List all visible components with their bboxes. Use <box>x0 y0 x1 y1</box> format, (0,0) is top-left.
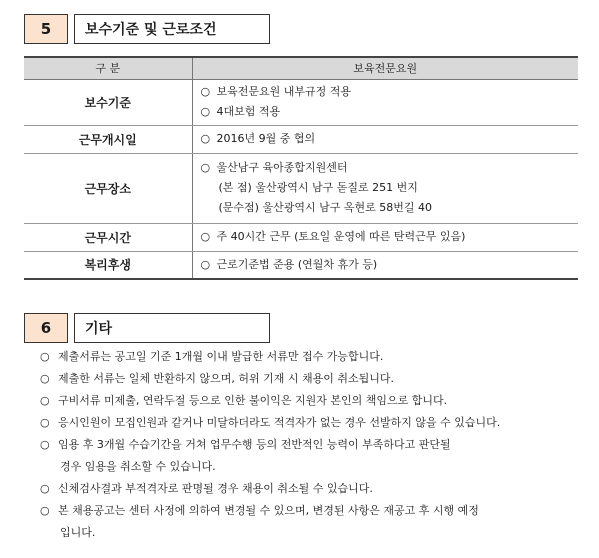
work-conditions-table <box>24 56 578 280</box>
value-line: ○ 근로기준법 준용 (연월차 휴가 등) <box>201 255 579 275</box>
bullet-circle-icon: ○ <box>200 161 211 174</box>
header-position: 보육전문요원 <box>192 57 578 79</box>
table-row <box>24 223 578 251</box>
section-number: 6 <box>24 313 68 343</box>
bullet-circle-icon: ○ <box>200 230 211 243</box>
table-row <box>24 153 578 223</box>
value-line: ○ 2016년 9월 중 협의 <box>201 129 579 149</box>
section-5-heading <box>24 14 270 44</box>
row-label: 복리후생 <box>24 251 192 279</box>
bullet-circle-icon: ○ <box>40 394 50 407</box>
table-header-row <box>24 57 578 79</box>
row-value <box>192 153 578 223</box>
row-value <box>192 125 578 153</box>
row-label: 근무개시일 <box>24 125 192 153</box>
row-label: 근무장소 <box>24 153 192 223</box>
row-value <box>192 79 578 125</box>
list-item: ○ 제출한 서류는 일체 반환하지 않으며, 허위 기재 시 채용이 취소됩니다. <box>40 368 585 390</box>
bullet-circle-icon: ○ <box>40 416 50 429</box>
value-subline: (본 점) 울산광역시 남구 돋질로 251 번지 <box>218 181 418 194</box>
row-value <box>192 251 578 279</box>
list-item: ○ 임용 후 3개월 수습기간을 거쳐 업무수행 등의 전반적인 능력이 부족하다고 판단될 <box>40 434 585 456</box>
bullet-circle-icon: ○ <box>40 504 50 517</box>
row-label: 보수기준 <box>24 79 192 125</box>
list-item: ○ 구비서류 미제출, 연락두절 등으로 인한 불이익은 지원자 본인의 책임으로 합니다. <box>40 390 585 412</box>
value-subline: (문수점) 울산광역시 남구 옥현로 58번길 40 <box>218 201 432 214</box>
bullet-circle-icon: ○ <box>200 257 211 271</box>
bullet-circle-icon: ○ <box>200 85 211 98</box>
list-item: ○ 본 채용공고는 센터 사정에 의하여 변경될 수 있으며, 변경된 사항은 재공고 후 시행 예정 <box>40 500 585 522</box>
value-line: ○ 울산남구 육아종합지원센터 <box>201 158 579 178</box>
bullet-circle-icon: ○ <box>40 350 50 363</box>
list-item: ○ 제출서류는 공고일 기준 1개월 이내 발급한 서류만 접수 가능합니다. <box>40 346 585 368</box>
value-line: ○ 4대보험 적용 <box>201 102 579 122</box>
list-item: ○ 응시인원이 모집인원과 같거나 미달하더라도 적격자가 없는 경우 선발하지 않을 수 있습니다. <box>40 412 585 434</box>
bullet-circle-icon: ○ <box>200 132 211 145</box>
table-row <box>24 79 578 125</box>
value-line: ○ 주 40시간 근무 (토요일 운영에 따른 탄력근무 있음) <box>201 227 579 247</box>
table-row <box>24 251 578 279</box>
list-item-continuation: 경우 임용을 취소할 수 있습니다. <box>60 460 216 473</box>
bullet-circle-icon: ○ <box>40 438 50 451</box>
row-label: 근무시간 <box>24 223 192 251</box>
header-category: 구 분 <box>24 57 192 79</box>
section-number: 5 <box>24 14 68 44</box>
section-title: 보수기준 및 근로조건 <box>74 14 270 44</box>
row-value <box>192 223 578 251</box>
bullet-circle-icon: ○ <box>200 105 211 118</box>
notes-list <box>40 346 585 544</box>
section-title: 기타 <box>74 313 270 343</box>
section-6-heading <box>24 313 270 343</box>
table-row <box>24 125 578 153</box>
bullet-circle-icon: ○ <box>40 372 50 385</box>
value-line: ○ 보육전문요원 내부규정 적용 <box>201 82 579 102</box>
bullet-circle-icon: ○ <box>40 482 50 495</box>
list-item-continuation: 입니다. <box>60 526 96 539</box>
list-item: ○ 신체검사결과 부적격자로 판명될 경우 채용이 취소될 수 있습니다. <box>40 478 585 500</box>
